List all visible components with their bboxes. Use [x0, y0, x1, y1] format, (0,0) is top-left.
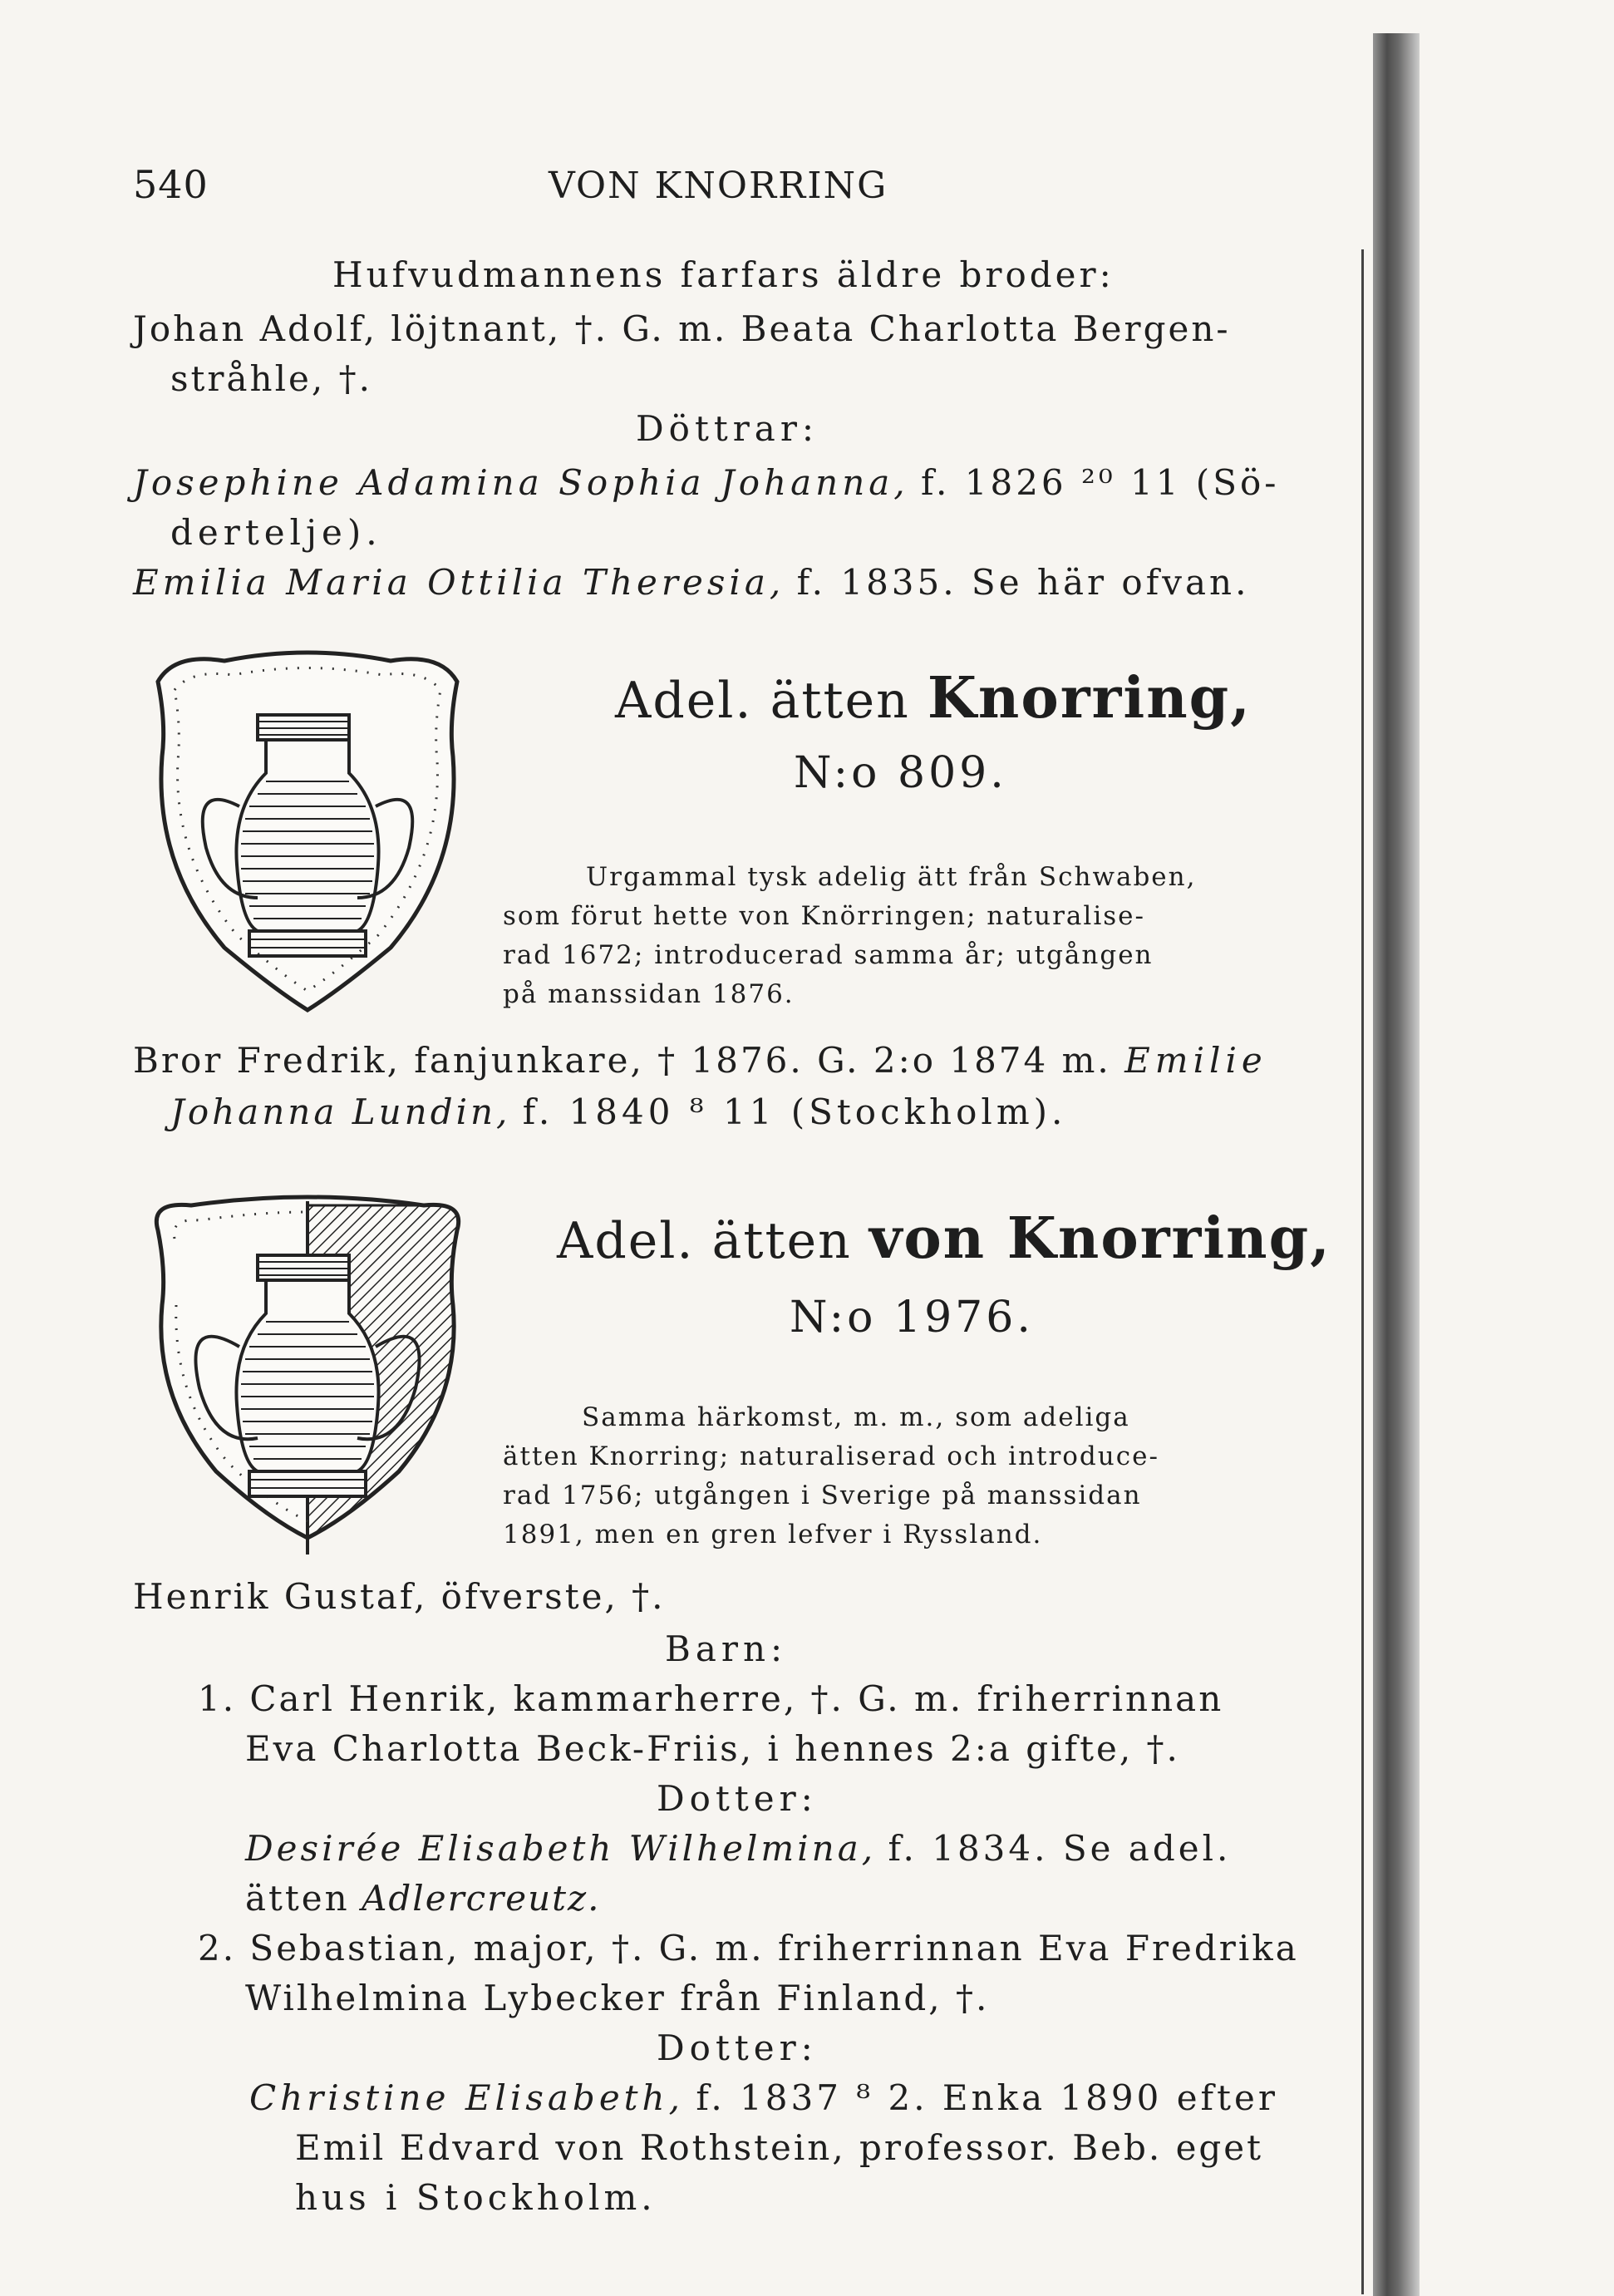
section2-entry-line-1 — [133, 1039, 1267, 1082]
section2-entry-line-2 — [170, 1091, 1066, 1134]
section1-subheading: Döttrar: — [636, 408, 819, 449]
section3-head-line: Henrik Gustaf, öfverste, †. — [133, 1576, 666, 1617]
children-heading: Barn: — [665, 1628, 788, 1669]
child2-daughter-rest: f. 1837 ⁸ 2. Enka 1890 efter — [696, 2077, 1278, 2118]
section1-line-2: stråhle, †. — [170, 358, 372, 399]
running-title: VON KNORRING — [549, 165, 888, 207]
child2-daughter-name: Christine Elisabeth, — [249, 2077, 684, 2118]
section2-number: N:o 809. — [794, 748, 1007, 798]
child2-daughter-heading: Dotter: — [657, 2027, 818, 2068]
section2-entry-1a: Bror Fredrik, fanjunkare, † 1876. G. 2:o 1874 m. — [133, 1040, 1111, 1081]
daughter1-cont: dertelje). — [170, 512, 382, 553]
section3-title-prefix: Adel. ätten — [557, 1212, 852, 1270]
section2-desc-4: på manssidan 1876. — [503, 979, 795, 1009]
daughter1-name: Josephine Adamina Sophia Johanna, — [133, 462, 909, 503]
child1-daughter-rest: f. 1834. Se adel. — [888, 1828, 1232, 1869]
section3-title — [557, 1205, 1331, 1272]
child1-daughter-line-2 — [245, 1877, 601, 1920]
child1-line-1: 1. Carl Henrik, kammarherre, †. G. m. friherrinnan — [198, 1678, 1224, 1719]
section3-desc-4: 1891, men en gren lefver i Ryssland. — [503, 1520, 1043, 1550]
child1-daughter-2a: ätten — [245, 1878, 350, 1919]
child2-daughter-line-2: Emil Edvard von Rothstein, professor. Beb. eget — [295, 2127, 1264, 2168]
daughter2-rest: f. 1835. Se här ofvan. — [796, 562, 1250, 603]
section2-entry-2b: f. 1840 ⁸ 11 (Stockholm). — [522, 1091, 1067, 1132]
coat-of-arms-knorring — [141, 648, 474, 1014]
child1-daughter-name: Desirée Elisabeth Wilhelmina, — [245, 1828, 877, 1869]
page-number: 540 — [133, 162, 209, 207]
section3-desc-1: Samma härkomst, m. m., som adeliga — [582, 1402, 1130, 1432]
daughter1-rest: f. 1826 ²⁰ 11 (Sö- — [921, 462, 1280, 503]
section3-number: N:o 1976. — [790, 1293, 1034, 1343]
daughter2-name: Emilia Maria Ottilia Theresia, — [133, 562, 785, 603]
daughter2-line — [133, 561, 1249, 604]
section2-entry-2a: Johanna Lundin, — [170, 1091, 511, 1132]
child2-line-1: 2. Sebastian, major, †. G. m. friherrinnan Eva Fredrika — [198, 1928, 1299, 1968]
section2-title — [615, 665, 1252, 732]
section2-desc-2: som förut hette von Knörringen; naturalise- — [503, 901, 1145, 931]
child2-daughter-line — [249, 2077, 1278, 2120]
child1-daughter-line — [245, 1827, 1231, 1870]
section2-entry-1b: Emilie — [1124, 1040, 1267, 1081]
child1-line-2: Eva Charlotta Beck-Friis, i hennes 2:a gifte, †. — [245, 1728, 1180, 1769]
child1-daughter-2b: Adlercreutz. — [362, 1878, 601, 1919]
child2-line-2: Wilhelmina Lybecker från Finland, †. — [245, 1978, 990, 2018]
section3-desc-3: rad 1756; utgången i Sverige på manssidan — [503, 1481, 1142, 1510]
section1-heading: Hufvudmannens farfars äldre broder: — [332, 254, 1115, 295]
child1-daughter-heading: Dotter: — [657, 1778, 818, 1819]
child2-daughter-line-3: hus i Stockholm. — [295, 2177, 657, 2218]
page-edge-line — [1361, 249, 1364, 2294]
section2-desc-1: Urgammal tysk adelig ätt från Schwaben, — [586, 862, 1197, 892]
coat-of-arms-von-knorring — [141, 1189, 474, 1554]
page-edge — [1373, 33, 1420, 2296]
section2-desc-3: rad 1672; introducerad samma år; utgången — [503, 940, 1154, 970]
section3-title-name: von Knorring, — [869, 1205, 1331, 1272]
section3-desc-2: ätten Knorring; naturaliserad och introduce- — [503, 1441, 1159, 1471]
daughter1-line — [133, 461, 1279, 505]
section1-line-1: Johan Adolf, löjtnant, †. G. m. Beata Charlotta Bergen- — [133, 308, 1231, 349]
section2-title-prefix: Adel. ätten — [615, 672, 910, 730]
section2-title-name: Knorring, — [927, 665, 1252, 732]
